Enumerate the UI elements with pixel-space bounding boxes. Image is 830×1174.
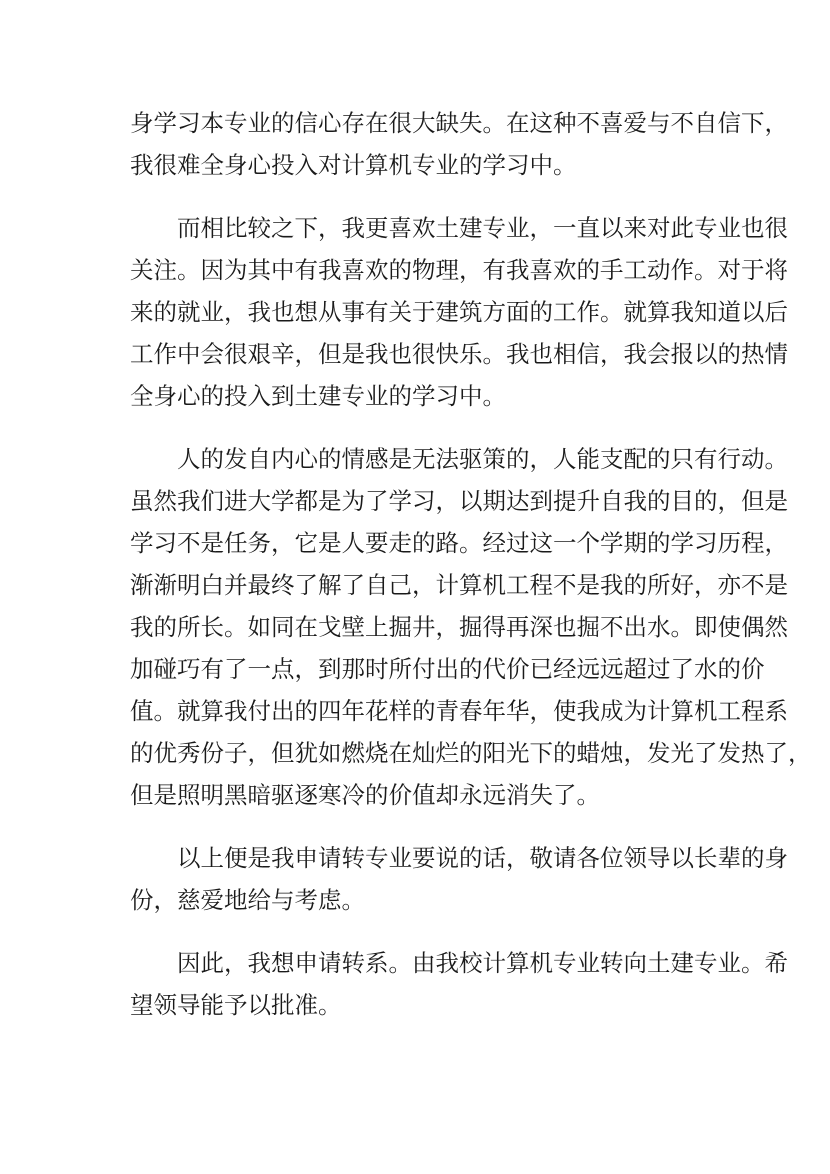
paragraph (130, 207, 788, 417)
text-line: 望领导能予以批准。 (130, 991, 342, 1019)
text-line: 我的所长。如同在戈壁上掘井，掘得再深也掘不出水。即使偶然 (130, 613, 788, 641)
text-line: 而相比较之下，我更喜欢土建专业，一直以来对此专业也很 (177, 214, 788, 242)
paragraph (130, 438, 812, 816)
document-body (130, 102, 812, 1047)
text-line: 值。就算我付出的四年花样的青春年华，使我成为计算机工程系 (130, 697, 788, 725)
text-line: 学习不是任务，它是人要走的路。经过这一个学期的学习历程， (130, 529, 788, 557)
paragraph (130, 942, 788, 1026)
text-line: 渐渐明白并最终了解了自己，计算机工程不是我的所好，亦不是 (130, 571, 788, 599)
text-line: 身学习本专业的信心存在很大缺失。在这种不喜爱与不自信下， (130, 109, 788, 137)
text-line: 全身心的投入到土建专业的学习中。 (130, 382, 506, 410)
text-line: 我很难全身心投入对计算机专业的学习中。 (130, 151, 577, 179)
paragraph (130, 837, 788, 921)
text-line: 人的发自内心的情感是无法驱策的，人能支配的只有行动。 (177, 445, 788, 473)
text-line: 加碰巧有了一点，到那时所付出的代价已经远远超过了水的价 (130, 655, 765, 683)
text-line: 份，慈爱地给与考虑。 (130, 886, 365, 914)
text-line: 的优秀份子，但犹如燃烧在灿烂的阳光下的蜡烛，发光了发热了， (130, 739, 812, 767)
text-line: 因此，我想申请转系。由我校计算机专业转向土建专业。希 (177, 949, 788, 977)
text-line: 关注。因为其中有我喜欢的物理，有我喜欢的手工动作。对于将 (130, 256, 788, 284)
text-line: 工作中会很艰辛，但是我也很快乐。我也相信，我会报以的热情 (130, 340, 788, 368)
text-line: 以上便是我申请转专业要说的话，敬请各位领导以长辈的身 (177, 844, 788, 872)
text-line: 但是照明黑暗驱逐寒冷的价值却永远消失了。 (130, 781, 600, 809)
text-line: 虽然我们进大学都是为了学习，以期达到提升自我的目的，但是 (130, 487, 788, 515)
paragraph (130, 102, 788, 186)
text-line: 来的就业，我也想从事有关于建筑方面的工作。就算我知道以后 (130, 298, 788, 326)
